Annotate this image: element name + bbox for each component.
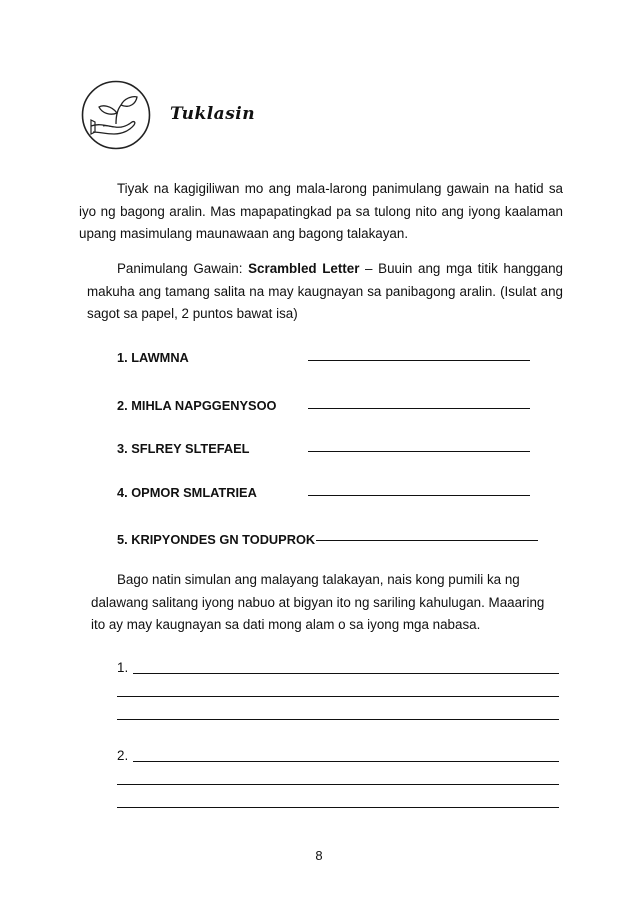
scrambled-item-3: 3. SFLREY SLTEFAEL (117, 441, 250, 456)
writing-line[interactable] (133, 761, 559, 762)
activity-prefix: Panimulang Gawain: (117, 261, 249, 276)
scrambled-item-4: 4. OPMOR SMLATRIEA (117, 485, 257, 500)
writing-line[interactable] (117, 807, 559, 808)
intro-paragraph: Tiyak na kagigiliwan mo ang mala-larong panimulang gawain na hatid sa iyo ng bagong aralin. Mas mapapatingkad pa sa tulong nito ang iyong kaalaman upang masimulang maunawaan ang bagong talakayan. (79, 181, 563, 241)
activity-name: Scrambled Letter (248, 261, 360, 276)
answer-line-4[interactable] (308, 495, 530, 496)
scrambled-item-5: 5. KRIPYONDES GN TODUPROK (117, 532, 316, 547)
second-task-paragraph: Bago natin simulan ang malayang talakayan, nais kong pumili ka ng dalawang salitang iyong nabuo at bigyan ito ng sariling kahulugan. Maaaring ito ay may kaugnayan sa dati mong alam o sa iyong mga nabasa. (91, 572, 545, 632)
activity-instructions-text: – Buuin ang mga titik hanggang makuha ang tamang salita na may kaugnayan sa panibagong aralin. (Isulat ang sagot sa papel, 2 puntos bawat isa) (87, 261, 563, 321)
writing-line[interactable] (117, 719, 559, 720)
page-number: 8 (315, 848, 323, 863)
writing-line[interactable] (133, 673, 559, 674)
answer-line-5[interactable] (316, 540, 538, 541)
activity-instructions (87, 258, 563, 326)
answer-line-2[interactable] (308, 408, 530, 409)
writing-line[interactable] (117, 696, 559, 697)
hand-with-seedling-icon (81, 80, 151, 150)
section-title: Tuklasin (170, 104, 256, 124)
answer-number-1: 1. (117, 660, 129, 675)
answer-number-2: 2. (117, 748, 129, 763)
writing-line[interactable] (117, 784, 559, 785)
scrambled-item-1: 1. LAWMNA (117, 350, 189, 365)
scrambled-item-2: 2. MIHLA NAPGGENYSOO (117, 398, 277, 413)
answer-line-1[interactable] (308, 360, 530, 361)
answer-line-3[interactable] (308, 451, 530, 452)
